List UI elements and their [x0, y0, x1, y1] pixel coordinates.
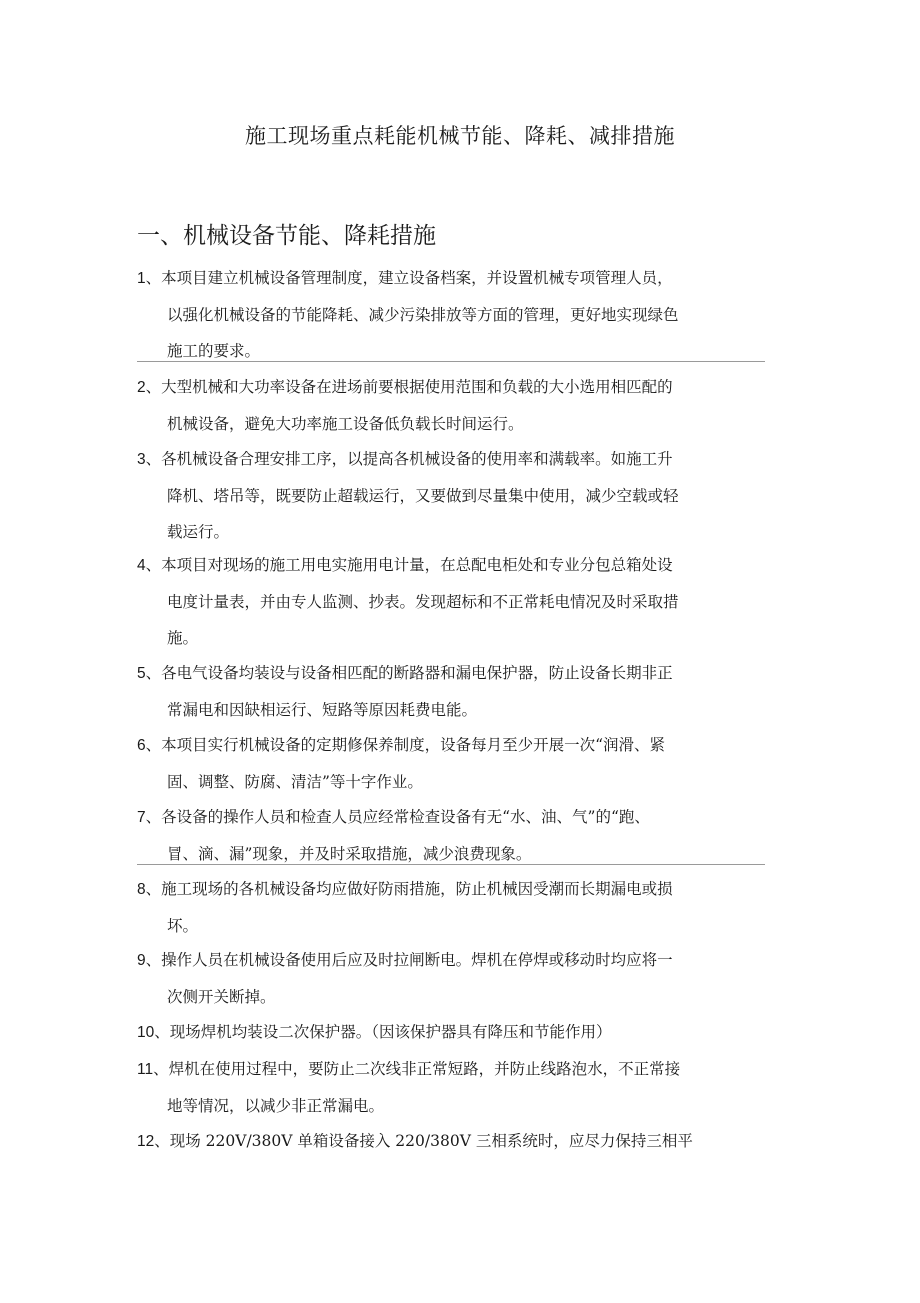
section-heading: 一、机械设备节能、降耗措施 — [137, 223, 436, 249]
item-number: 7 — [137, 809, 146, 826]
item-text: 、大型机械和大功率设备在进场前要根据使用范围和负载的大小选用相匹配的 — [145, 378, 673, 396]
item-text: 、焊机在使用过程中，要防止二次线非正常短路，并防止线路泡水，不正常接 — [153, 1060, 681, 1078]
item-text: 地等情况，以减少非正常漏电。 — [167, 1096, 385, 1115]
item-text: 、各设备的操作人员和检查人员应经常检查设备有无“水、油、气”的“跑、 — [145, 808, 650, 826]
item-text: 、本项目实行机械设备的定期修保养制度，设备每月至少开展一次“润滑、紧 — [145, 736, 666, 754]
item-text: 载运行。 — [167, 523, 230, 541]
item-number: 5 — [137, 665, 146, 682]
item-text: 、各机械设备合理安排工序，以提高各机械设备的使用率和满载率。如施工升 — [145, 450, 673, 468]
item-number: 6 — [137, 737, 146, 754]
item-text: 电度计量表，并由专人监测、抄表。发现超标和不正常耗电情况及时采取措 — [167, 592, 679, 611]
list-item — [137, 871, 717, 944]
item-text: 、施工现场的各机械设备均应做好防雨措施，防止机械因受潮而长期漏电或损 — [145, 880, 673, 898]
list-item — [137, 1123, 717, 1160]
list-item — [137, 1051, 717, 1124]
item-number: 12 — [137, 1133, 155, 1150]
item-text: 、本项目建立机械设备管理制度，建立设备档案，并设置机械专项管理人员， — [145, 269, 673, 287]
list-item — [137, 441, 717, 551]
list-item — [137, 369, 717, 442]
item-text: 冒、滴、漏”现象，并及时采取措施，减少浪费现象。 — [167, 844, 532, 863]
item-number: 3 — [137, 451, 146, 468]
item-number: 9 — [137, 952, 146, 969]
list-item — [137, 942, 717, 1015]
list-item — [137, 1014, 717, 1051]
item-number: 1 — [137, 270, 146, 287]
list-item — [137, 727, 717, 800]
item-text: 以强化机械设备的节能降耗、减少污染排放等方面的管理，更好地实现绿色 — [167, 305, 679, 324]
item-text: 降机、塔吊等，既要防止超载运行，又要做到尽量集中使用，减少空载或轻 — [167, 486, 679, 505]
item-text: 、本项目对现场的施工用电实施用电计量，在总配电柜处和专业分包总箱处设 — [145, 556, 673, 574]
item-text: 固、调整、防腐、清洁”等十字作业。 — [167, 772, 423, 791]
item-text: 施工的要求。 — [167, 342, 261, 360]
list-item — [137, 799, 717, 872]
list-item — [137, 547, 717, 657]
item-number: 4 — [137, 557, 146, 574]
item-number: 11 — [137, 1061, 154, 1078]
item-text: 、现场焊机均装设二次保护器。（因该保护器具有降压和节能作用） — [154, 1023, 612, 1041]
item-text: 机械设备，避免大功率施工设备低负载长时间运行。 — [167, 414, 524, 433]
divider-line — [137, 864, 765, 865]
item-number: 8 — [137, 881, 146, 898]
divider-line — [137, 361, 765, 362]
item-text: 次侧开关断掉。 — [167, 987, 276, 1006]
item-text: 坏。 — [167, 916, 199, 935]
list-item — [137, 260, 717, 370]
item-text: 、现场 220V/380V 单箱设备接入 220/380V 三相系统时，应尽力保持三相平 — [154, 1132, 693, 1150]
item-text: 、操作人员在机械设备使用后应及时拉闸断电。焊机在停焊或移动时均应将一 — [145, 951, 673, 969]
item-text: 施。 — [167, 629, 199, 647]
item-text: 、各电气设备均装设与设备相匹配的断路器和漏电保护器，防止设备长期非正 — [145, 664, 673, 682]
document-title: 施工现场重点耗能机械节能、降耗、减排措施 — [245, 124, 675, 148]
list-item — [137, 655, 717, 728]
item-text: 常漏电和因缺相运行、短路等原因耗费电能。 — [167, 700, 478, 719]
item-number: 2 — [137, 379, 146, 396]
item-number: 10 — [137, 1024, 155, 1041]
